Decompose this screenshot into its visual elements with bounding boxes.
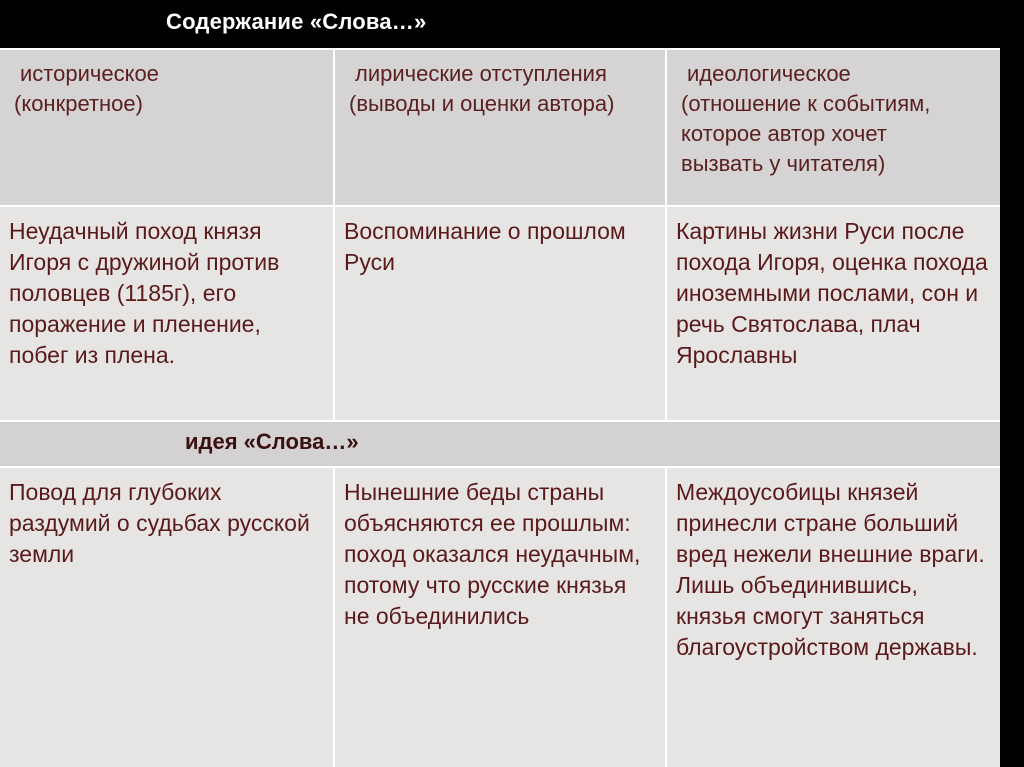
slide-title: Содержание «Слова…»	[166, 9, 427, 34]
header-ideological-line2: (отношение к событиям,	[681, 91, 931, 116]
grid-line	[333, 468, 335, 767]
header-ideological-line4: вызвать у читателя)	[681, 151, 886, 176]
header-cell-lyrical	[335, 50, 665, 205]
header-historical-line2: (конкретное)	[14, 91, 143, 116]
row1-historical-cell: Неудачный поход князя Игоря с дружиной против половцев (1185г), его поражение и пленение, побег из плена.	[9, 218, 280, 368]
table-header-row	[0, 50, 1000, 205]
header-ideological-line1: идеологическое	[687, 61, 851, 86]
grid-line	[333, 50, 335, 422]
grid-line	[0, 466, 1000, 468]
row2-lyrical-cell: Нынешние беды страны объясняются ее прошлым: поход оказался неудачным, потому что русские князья не объединились	[344, 479, 641, 629]
header-lyrical-line2: (выводы и оценки автора)	[349, 91, 615, 116]
grid-line	[0, 205, 1000, 207]
row1-ideological-cell: Картины жизни Руси после похода Игоря, оценка похода иноземными послами, сон и речь Святослава, плач Ярославны	[676, 218, 988, 368]
grid-line	[665, 468, 667, 767]
header-ideological-line3: которое автор хочет	[681, 121, 887, 146]
header-cell-ideological	[667, 50, 1000, 205]
idea-label: идея «Слова…»	[185, 429, 359, 454]
content-table	[0, 50, 1000, 767]
right-edge-strip	[1000, 0, 1024, 767]
grid-line	[665, 50, 667, 422]
header-lyrical-line1: лирические отступления	[355, 61, 607, 86]
title-bar	[0, 0, 1000, 50]
table-row-idea	[0, 468, 1000, 767]
grid-line	[0, 420, 1000, 422]
row2-historical-cell: Повод для глубоких раздумий о судьбах русской земли	[9, 479, 310, 567]
header-historical-line1: историческое	[20, 61, 159, 86]
table-row-content	[0, 207, 1000, 420]
header-cell-historical	[0, 50, 333, 205]
row1-lyrical-cell: Воспоминание о прошлом Руси	[344, 218, 626, 275]
table-row-idea-heading	[0, 422, 1000, 466]
row2-ideological-cell: Междоусобицы князей принесли стране больший вред нежели внешние враги. Лишь объединившись, князья смогут заняться благоустройством державы.	[676, 479, 985, 660]
